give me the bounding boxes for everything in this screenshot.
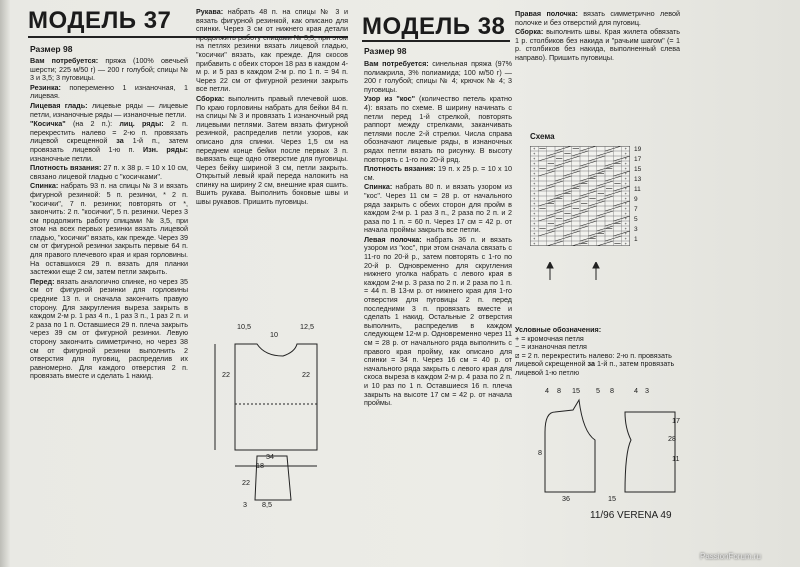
- model38-column-4: [515, 10, 680, 64]
- model38-col3-paragraph-3: Спинка: набрать 80 п. и вязать узором из "кос". Через 11 см = 28 р. от начального ряда закрыть с обеих сторон для пройм в каждом 2-м р. 1 раз 3 п., 2 раза по 2 п. и 2 раза по 1 п. = 60 п. Через 17 см = 42 р. от начала проймы закрыть все петли.: [364, 182, 512, 235]
- model37-label-22b: 22: [302, 370, 310, 379]
- scheme-row-number: 9: [634, 196, 638, 203]
- model38-front-outline: [545, 400, 595, 492]
- model37-pattern-diagram: [195, 316, 350, 508]
- legend-item-purl: − = изнаночная петля: [515, 342, 587, 352]
- scheme-edge-symbol: +: [624, 166, 628, 171]
- model38-label-8: 8: [557, 386, 561, 395]
- scheme-edge-symbol: +: [532, 206, 536, 211]
- model37-label-22a: 22: [222, 370, 230, 379]
- scheme-edge-symbol: +: [532, 211, 536, 216]
- model37-label-34: 34: [266, 452, 274, 461]
- scheme-edge-symbol: +: [532, 151, 536, 156]
- scheme-edge-symbol: +: [624, 206, 628, 211]
- model37-label-3: 3: [243, 500, 247, 509]
- scheme-edge-symbol: +: [532, 161, 536, 166]
- model38-label-8c: 8: [538, 448, 542, 457]
- scheme-row-number: 17: [634, 156, 642, 163]
- scheme-edge-symbol: +: [532, 191, 536, 196]
- model38-label-3: 3: [645, 386, 649, 395]
- model37-column-1: [30, 57, 188, 382]
- model37-col1-paragraph-3: "Косичка" (на 2 п.): лиц. ряды: 2 п. перекрестить налево = 2-ю п. провязать лицевой скрещенной за 1-й п., затем провязать лицевой 1-ю п. Изн. ряды: изнаночные петли.: [30, 119, 189, 163]
- scheme-edge-symbol: +: [532, 241, 536, 246]
- legend-item-cross: ⧄ = 2 п. перекрестить налево: 2-ю п. провязать лицевой скрещенной за 1-й п., затем провязать лицевой 1-ю петлю: [515, 350, 675, 377]
- model38-column-3: [364, 60, 512, 409]
- scheme-row-number: 15: [634, 166, 642, 173]
- model38-col3-paragraph-4: Левая полочка: набрать 36 п. и вязать узором из "кос", при этом сначала связать с 11-го по 20-й р., затем повторять с 1-го по 20-й р. Одновременно для скругления нижнего уголка набрать с левого края в каждом 2-м р. 3 раза по 2 п. и 2 раза по 1 п. = 44 п. В 13-м р. от нижнего края для 1-го отверстия для пуговицы 2 п. перед последними 3 п. провязать вместе и сделать 1 накид. Остальные 2 отверстия выполнить, распределив в каждом следующем 12-м р. Одновременно через 11 см = 28 р. от начального ряда выполнить с правого края пройму, как описано для спинки = 34 п. Через 16 см = 40 р. от начального ряда закрыть с левого края для скоса выреза в каждом 2-м р. 4 раза по 2 п. и 10 раз по 1 п. Оставшиеся 16 п. плеча закрыть на высоте 17 см = 42 р. от начала проймы.: [364, 234, 512, 408]
- model37-col2-paragraph-0: Рукава: набрать 48 п. на спицы № 3 и вязать фигурной резинкой, как описано для спинки. Через 3 см от нижнего края детали продолжить работу спицами № 3,5, при этом на петлях резинки вязать лицевой гладью, "косички" вязать, как прежде. Для скосов прибавить с обеих сторон 18 раз в каждом 4-м р. и 5 раз в каждом 2-м р. по 1 п. = 94 п. Через 22 см от фигурной резинки закрыть все петли.: [196, 7, 348, 94]
- scheme-edge-symbol: +: [532, 196, 536, 201]
- scheme-edge-symbol: +: [532, 231, 536, 236]
- scheme-edge-symbol: +: [532, 216, 536, 221]
- scheme-edge-symbol: +: [624, 241, 628, 246]
- scheme-edge-symbol: +: [624, 231, 628, 236]
- scheme-row-number: 13: [634, 176, 642, 183]
- model38-label-11: 11: [672, 454, 680, 463]
- model38-label-28: 28: [668, 434, 676, 443]
- model37-col1-paragraph-6: Перед: вязать аналогично спинке, но через 35 см от фигурной резинки для горловины средние 13 п. и сначала закончить правую сторону. Для закругления выреза закрыть в каждом 2-м р. 1 раз 4 п., 1 раз 3 п., 1 раз 2 п. и 2 раза по 1 п. Оставшиеся 29 п. плеча закрыть через 39 см от фигурной резинки. Левую сторону закончить симметрично, но через 38 см от фигурной резинки выполнить 2 отверстия для пуговиц, распределив их равномерно. Для каждого отверстия 2 п. провязать вместе и сделать 1 накид.: [30, 276, 188, 381]
- model37-label-22c: 22: [242, 478, 250, 487]
- model38-col3-paragraph-1: Узор из "кос" (количество петель кратно 4): вязать по схеме. В ширину начинать с петли перед 1-й стрелкой, повторять раппорт между стрелками, заканчивать петлями после 2-й стрелки. Числа справа обозначают лицевые ряды, в изнаночных рядах петли вязать по рисунку. В высоту повторять с 1-го по 20-й ряд.: [364, 94, 512, 164]
- model37-col1-paragraph-4: Плотность вязания: 27 п. х 38 р. = 10 х 10 см, связано лицевой гладью с "косичками".: [30, 163, 189, 181]
- watermark: PassionForum.ru: [700, 552, 761, 561]
- model38-size: Размер 98: [364, 46, 407, 56]
- model37-label-12-5: 12,5: [300, 322, 314, 331]
- scheme-title: Схема: [530, 132, 555, 141]
- legend: [515, 326, 680, 378]
- model38-label-4: 4: [545, 386, 549, 395]
- scheme-edge-symbol: +: [532, 176, 536, 181]
- page-gutter-shadow: [0, 0, 10, 567]
- scheme-edge-symbol: +: [624, 176, 628, 181]
- model38-col4-paragraph-0: Правая полочка: вязать симметрично левой полочке и без отверстий для пуговиц.: [515, 9, 680, 27]
- model38-title-rule: [362, 40, 510, 42]
- scheme-edge-symbol: +: [532, 226, 536, 231]
- scheme-edge-symbol: +: [532, 236, 536, 241]
- model37-body-outline: [235, 344, 317, 450]
- scheme-edge-symbol: +: [532, 221, 536, 226]
- model37-label-8-5: 8,5: [262, 500, 272, 509]
- model37-label-18: 18: [256, 461, 264, 470]
- scheme-row-number: 1: [634, 236, 638, 243]
- scheme-edge-symbol: +: [624, 216, 628, 221]
- scheme-edge-symbol: +: [624, 161, 628, 166]
- scheme-edge-symbol: +: [624, 201, 628, 206]
- page-footer: 11/96 VERENA 49: [590, 510, 672, 521]
- scheme-row-number: 19: [634, 146, 642, 153]
- scheme-row-number: 11: [634, 186, 641, 193]
- model38-label-5: 5: [596, 386, 600, 395]
- legend-item-edge: + = кромочная петля: [515, 333, 584, 343]
- scheme-edge-symbol: +: [624, 156, 628, 161]
- model37-column-2: [196, 8, 348, 208]
- model38-col3-paragraph-2: Плотность вязания: 19 п. х 25 р. = 10 х 10 см.: [364, 164, 512, 182]
- model37-label-10: 10: [270, 330, 278, 339]
- model38-title: МОДЕЛЬ 38: [362, 13, 506, 40]
- scheme-edge-symbol: +: [624, 236, 628, 241]
- legend-title: Условные обозначения:: [515, 325, 602, 334]
- scheme-edge-symbol: +: [624, 181, 628, 186]
- model37-col1-paragraph-1: Резинка: попеременно 1 изнаночная, 1 лицевая.: [30, 82, 188, 101]
- scheme-edge-symbol: +: [624, 196, 628, 201]
- scheme-edge-symbol: +: [532, 186, 536, 191]
- model38-label-17: 17: [672, 416, 680, 425]
- scheme-edge-symbol: +: [532, 201, 536, 206]
- model37-label-10-5: 10,5: [237, 322, 251, 331]
- model37-col1-paragraph-2: Лицевая гладь: лицевые ряды — лицевые петли, изнаночные ряды — изнаночные петли.: [30, 100, 188, 119]
- model38-label-36: 36: [562, 494, 570, 503]
- scheme-edge-symbol: +: [624, 211, 628, 216]
- scheme-edge-symbol: +: [532, 166, 536, 171]
- model38-label-15b: 15: [608, 494, 616, 503]
- scheme-edge-symbol: +: [532, 156, 536, 161]
- scheme-edge-symbol: +: [624, 191, 628, 196]
- model38-pattern-diagram: [535, 392, 695, 502]
- scheme-edge-symbol: +: [624, 226, 628, 231]
- model37-size: Размер 98: [30, 44, 73, 54]
- scheme-arrows: [540, 262, 610, 282]
- model38-label-15: 15: [572, 386, 580, 395]
- model38-back-outline: [625, 412, 675, 492]
- model38-col3-paragraph-0: Вам потребуется: синельная пряжа (97% полиакрила, 3% полиамида; 100 м/50 г) — 200 г голубой; спицы № 4; крючок № 4; 3 пуговицы.: [364, 59, 512, 94]
- model37-title: МОДЕЛЬ 37: [28, 7, 172, 34]
- model38-label-8b: 8: [610, 386, 614, 395]
- scheme-edge-symbol: +: [624, 221, 628, 226]
- scheme-row-number: 7: [634, 206, 638, 213]
- scheme-row-number: 3: [634, 226, 638, 233]
- model38-label-4b: 4: [634, 386, 638, 395]
- scheme-row-number: 5: [634, 216, 638, 223]
- scheme-edge-symbol: +: [624, 151, 628, 156]
- model37-col1-paragraph-5: Спинка: набрать 93 п. на спицы № 3 и вязать фигурной резинкой: 5 п. резинки, * 2 п. "косички", 7 п. резинки; повторять от *, закончить: 2 п. "косички", 5 п. резинки. Через 3 см продолжить работу спицами № 3,5, при этом на всех первых резинки вязать лицевой гладью, "косички" вязать, как прежде. Через 39 см от фигурной резинки закрыть первые 64 п. для правого плечевого края и края горловины. На оставшихся 29 п. вязать для планки застежки еще 2 см, затем петли закрыть.: [30, 181, 188, 277]
- model37-col1-paragraph-0: Вам потребуется: пряжа (100% овечьей шерсти; 225 м/50 г) — 200 г голубой; спицы № 3 и 3,5; 3 пуговицы.: [30, 56, 188, 83]
- model38-col4-paragraph-1: Сборка: выполнить швы. Края жилета обвязать 1 р. столбиков без накида и "рачьим шагом" (= 1 р. столбиков без накида, выполненный слева направо). Пришить пуговицы.: [515, 27, 680, 62]
- model37-col2-paragraph-1: Сборка: выполнить правый плечевой шов. По краю горловины набрать для бейки 84 п. на спицы № 3 и провязать 1 изнаночный ряд лицевыми петлями. Затем вязать фигурной резинкой, распределив петли узоров, как описано для спинки. Через 1,5 см на переднем конце бейки после первых 3 п. вывязать еще одно отверстие для пуговицы. Через бейку шириной 3 см, петли закрыть. Открытый левый край переда наложить на спинку на ширину 2 см, внешние края сшить. Вшить рукава. Выполнить боковые швы и швы рукавов. Пришить пуговицы.: [196, 93, 348, 207]
- scheme-edge-symbol: +: [624, 146, 628, 151]
- scheme-edge-symbol: +: [532, 171, 536, 176]
- scheme-edge-symbol: +: [532, 181, 536, 186]
- scheme-edge-symbol: +: [532, 146, 536, 151]
- scheme-edge-symbol: +: [624, 186, 628, 191]
- scheme-edge-symbol: +: [624, 171, 628, 176]
- scheme-chart: [530, 146, 630, 246]
